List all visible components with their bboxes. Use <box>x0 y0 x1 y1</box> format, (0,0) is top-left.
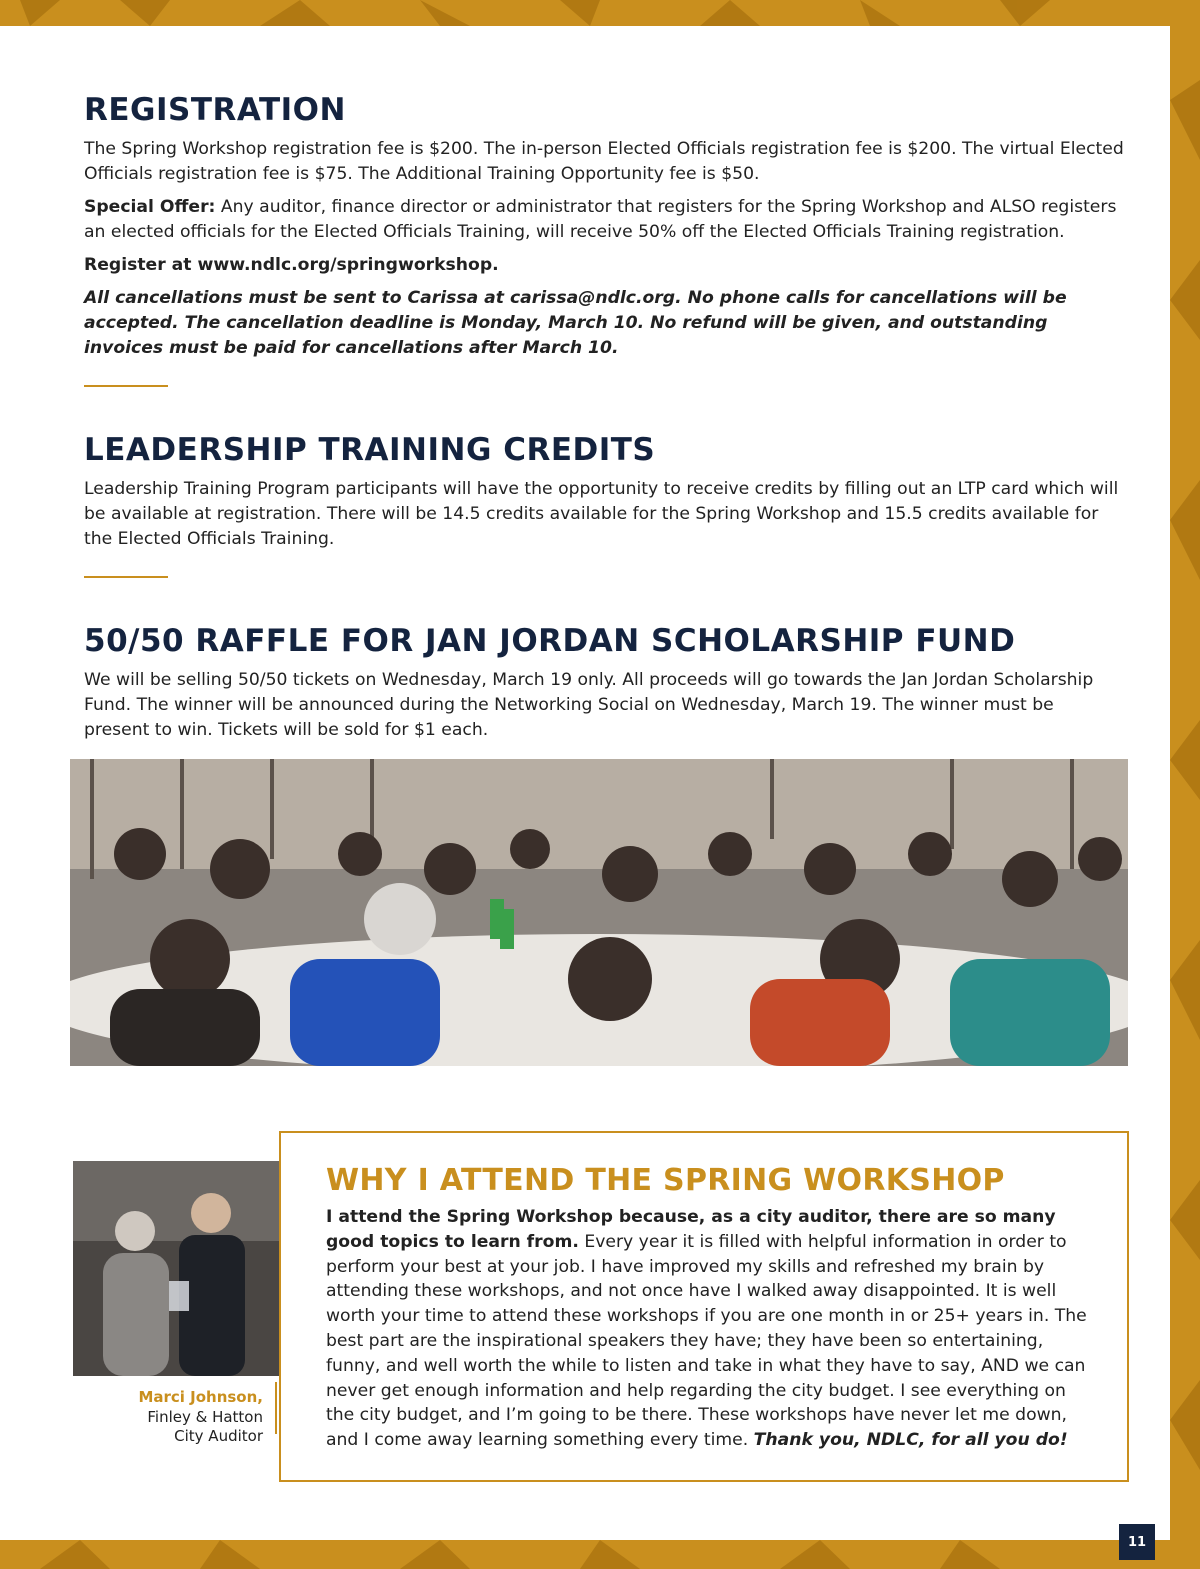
testimonial-portrait-photo <box>73 1161 297 1376</box>
testimonial-content <box>326 1163 1096 1453</box>
page <box>0 26 1170 1540</box>
audience-illustration <box>70 759 1128 1066</box>
raffle-heading: 50/50 RAFFLE FOR JAN JORDAN SCHOLARSHIP FUND <box>84 623 1016 659</box>
page-number: 11 <box>1119 1524 1155 1560</box>
workshop-audience-photo <box>70 759 1128 1066</box>
caption-divider <box>275 1382 277 1434</box>
section-divider <box>84 576 168 578</box>
portrait-illustration <box>73 1161 297 1376</box>
testimonial-box <box>279 1131 1129 1482</box>
section-divider <box>84 385 168 387</box>
testimonial-role: City Auditor <box>174 1427 263 1445</box>
testimonial-title: WHY I ATTEND THE SPRING WORKSHOP <box>326 1163 1005 1198</box>
raffle-text: We will be selling 50/50 tickets on Wednesday, March 19 only. All proceeds will go towards the Jan Jordan Scholarship Fund. The winner will be announced during the Networking Social on Wednesday, March 19. The winner must be present to win. Tickets will be sold for $1 each. <box>84 670 1094 740</box>
testimonial-org: Finley & Hatton <box>147 1407 263 1426</box>
special-offer <box>84 195 1124 245</box>
special-offer-label: Special Offer: <box>84 197 216 217</box>
main-content <box>84 91 1124 743</box>
registration-heading: REGISTRATION <box>84 92 346 128</box>
leadership-text: Leadership Training Program participants will have the opportunity to receive credits by filling out an LTP card which will be available at registration. There will be 14.5 credits available for the Spring Workshop and 15.5 credits available for the Elected Officials Training. <box>84 479 1119 549</box>
testimonial-text <box>326 1205 1096 1453</box>
special-offer-text: Any auditor, finance director or administrator that registers for the Spring Workshop and ALSO registers an elected officials for the Elected Officials Training, will receive 50% off the Elected Officials Training registration. <box>84 197 1117 242</box>
testimonial-closing: Thank you, NDLC, for all you do! <box>753 1430 1068 1451</box>
testimonial-name: Marci Johnson, <box>138 1388 263 1406</box>
register-link[interactable]: Register at www.ndlc.org/springworkshop. <box>84 255 499 275</box>
testimonial-body: Every year it is filled with helpful information in order to perform your best at your job. I have improved my skills and refreshed my brain by attending these workshops, and not once have I walked away disappointed. It is well worth your time to attend these workshops if you are one month in or 25+ years in. The best part are the inspirational speakers they have; they have been so entertaining, funny, and well worth the while to listen and take in what they have to say, AND we can never get enough information and help regarding the city budget. I see everything on the city budget, and I’m going to be there. These workshops have never let me down, and I come away learning something every time. <box>326 1231 1087 1451</box>
testimonial-caption <box>73 1388 263 1447</box>
registration-fees: The Spring Workshop registration fee is $200. The in-person Elected Officials registration fee is $200. The virtual Elected Officials registration fee is $75. The Additional Training Opportunity fee is $50. <box>84 139 1124 184</box>
leadership-heading: LEADERSHIP TRAINING CREDITS <box>84 432 656 468</box>
cancellation-policy: All cancellations must be sent to Carissa at carissa@ndlc.org. No phone calls for cancellations will be accepted. The cancellation deadline is Monday, March 10. No refund will be given, and outstanding invoices must be paid for cancellations after March 10. <box>84 288 1067 358</box>
testimonial-lead: I attend the Spring Workshop because, as a city auditor, there are so many good topics to learn from. <box>326 1207 1056 1252</box>
